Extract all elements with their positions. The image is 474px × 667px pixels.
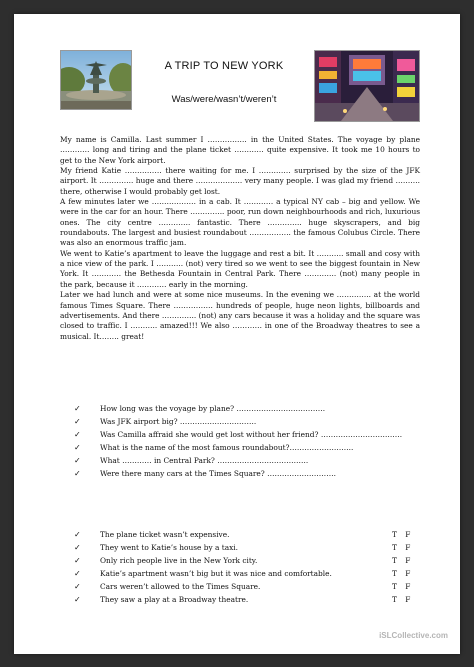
checkmark-icon: ✓	[74, 469, 81, 478]
bethesda-fountain-photo	[60, 50, 132, 110]
true-false-marker: T F	[392, 569, 411, 578]
true-false-marker: T F	[392, 595, 411, 604]
statement-text: Only rich people live in the New York city.	[100, 556, 258, 565]
true-false-list	[74, 528, 414, 606]
true-false-item	[74, 554, 414, 567]
checkmark-icon: ✓	[74, 569, 81, 578]
true-false-marker: T F	[392, 556, 411, 565]
statement-text: They saw a play at a Broadway theatre.	[100, 595, 249, 604]
question-item	[74, 467, 414, 480]
fountain-image	[61, 51, 131, 109]
story-paragraph: My name is Camilla. Last summer I ……………. in the United States. The voyage by plane ………… long and tiring and the plane ticket ………… quite expensive. It took me 10 hours to get to the New York airport.	[60, 135, 420, 165]
watermark: iSLCollective.com	[379, 631, 448, 640]
question-text: Was Camilla affraid she would get lost without her friend? ……………………………	[100, 430, 403, 439]
true-false-item	[74, 593, 414, 606]
checkmark-icon: ✓	[74, 543, 81, 552]
question-item	[74, 402, 414, 415]
story-paragraph: My friend Katie …………… there waiting for me. I …………. surprised by the size of the JFK airport. It ………….. huge and there ………………. very many people. I was glad my friend ………. there, otherwise I would probably get lost.	[60, 166, 420, 196]
question-text: What ………… in Central Park? ……………………………….	[100, 456, 309, 465]
story-paragraph: Later we had lunch and were at some nice museums. In the evening we ………….. at the world famous Times Square. There ……………. hundreds of people, huge neon lights, billboards and advertisements. And there ………….. (not) any cars because it was a holiday and the square was closed to traffic. I ……….. amazed!!! We also ………… in one of the Broadway theatres to see a musical. It…….. great!	[60, 290, 420, 341]
checkmark-icon: ✓	[74, 595, 81, 604]
true-false-item	[74, 528, 414, 541]
page-title: A TRIP TO NEW YORK	[164, 60, 284, 72]
story-text	[60, 135, 420, 342]
statement-text: They went to Katie’s house by a taxi.	[100, 543, 239, 552]
checkmark-icon: ✓	[74, 443, 81, 452]
checkmark-icon: ✓	[74, 530, 81, 539]
question-text: How long was the voyage by plane? ………………………………	[100, 404, 326, 413]
true-false-item	[74, 580, 414, 593]
true-false-marker: T F	[392, 582, 411, 591]
question-text: Were there many cars at the Times Square? ……………………….	[100, 469, 336, 478]
question-item	[74, 415, 414, 428]
story-paragraph: We went to Katie’s apartment to leave the luggage and rest a bit. It ……….. small and cosy with a nice view of the park. I ……….. (not) very tired so we went to see the biggest fountain in New York. It ………… the Bethesda Fountain in Central Park. There …………. (not) many people in the park, because it ………… early in the morning.	[60, 248, 420, 289]
true-false-marker: T F	[392, 543, 411, 552]
checkmark-icon: ✓	[74, 582, 81, 591]
checkmark-icon: ✓	[74, 430, 81, 439]
checkmark-icon: ✓	[74, 456, 81, 465]
statement-text: Cars weren’t allowed to the Times Square.	[100, 582, 261, 591]
question-item	[74, 454, 414, 467]
statement-text: The plane ticket wasn’t expensive.	[100, 530, 230, 539]
times-square-photo	[314, 50, 420, 122]
story-paragraph: A few minutes later we ……………… in a cab. It ………… a typical NY cab – big and yellow. We were in the car for an hour. There ………….. poor, run down neighbourhoods and rich, luxurious ones. The city centre …………. fantastic. There ………….. huge skyscrapers, and big roundabouts. The largest and busiest roundabout …………….. the famous Colubus Circle. There was also an enormous traffic jam.	[60, 197, 420, 248]
checkmark-icon: ✓	[74, 556, 81, 565]
question-text: What is the name of the most famous roundabout?……………………..	[100, 443, 354, 452]
question-text: Was JFK airport big? ………………………….	[100, 417, 257, 426]
worksheet-page	[14, 14, 460, 654]
checkmark-icon: ✓	[74, 417, 81, 426]
checkmark-icon: ✓	[74, 404, 81, 413]
statement-text: Katie’s apartment wasn’t big but it was nice and comfortable.	[100, 569, 332, 578]
true-false-item	[74, 567, 414, 580]
page-subtitle: Was/were/wasn’t/weren’t	[171, 94, 277, 105]
questions-list	[74, 402, 414, 480]
true-false-marker: T F	[392, 530, 411, 539]
true-false-item	[74, 541, 414, 554]
question-item	[74, 441, 414, 454]
question-item	[74, 428, 414, 441]
times-square-image	[315, 51, 419, 121]
